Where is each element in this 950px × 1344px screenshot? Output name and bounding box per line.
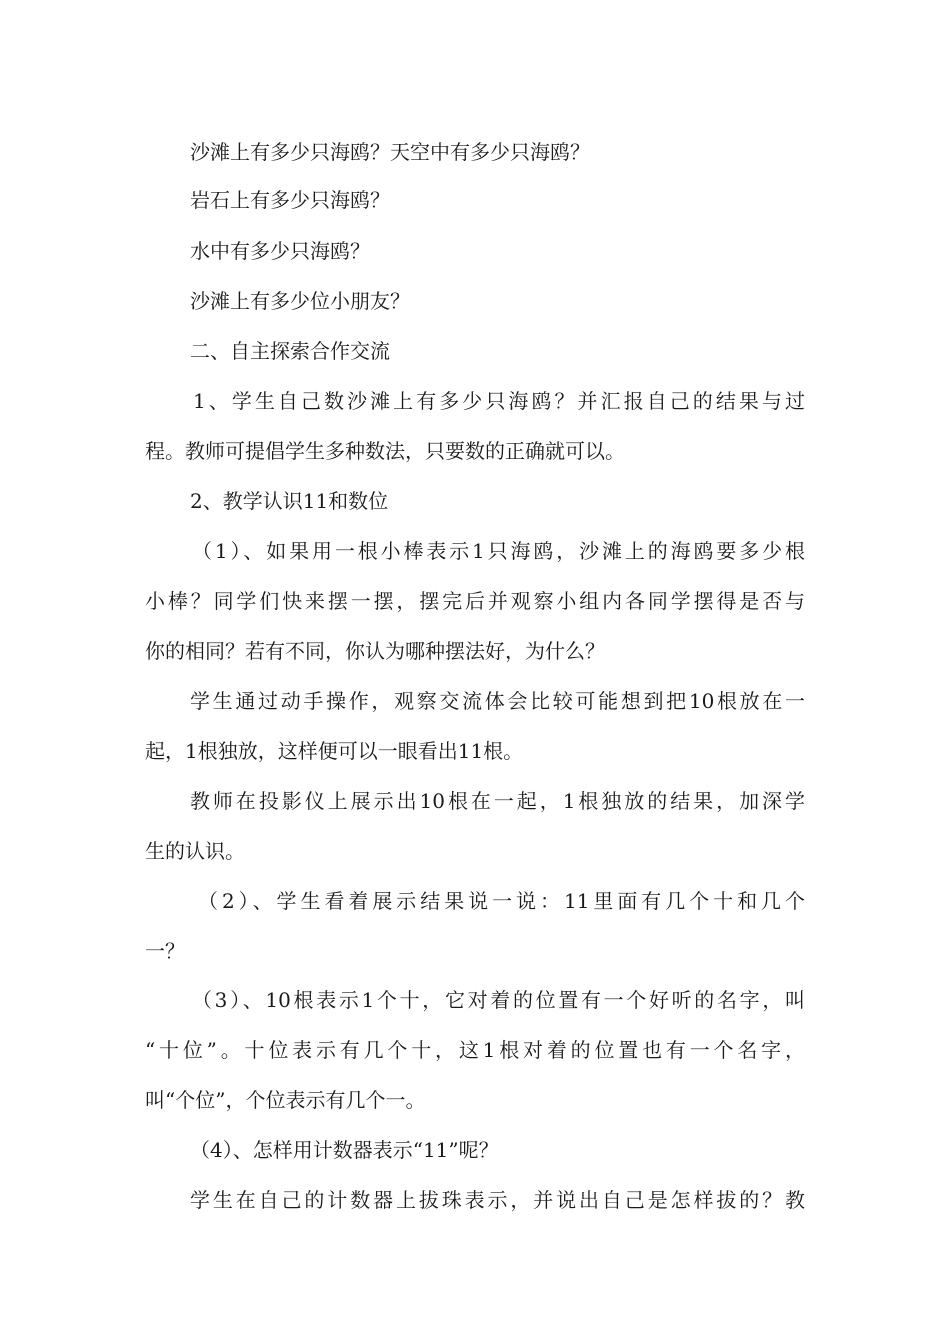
text-line: 沙滩上有多少位小朋友？	[190, 289, 410, 313]
text-line: 学生在自己的计数器上拔珠表示，并说出自己是怎样拔的？教	[190, 1188, 805, 1212]
text-line: 沙滩上有多少只海鸥？天空中有多少只海鸥？	[190, 140, 590, 164]
text-line: 水中有多少只海鸥？	[190, 239, 370, 263]
section-heading: 二、自主探索合作交流	[190, 339, 390, 363]
text-line: （1）、如果用一根小棒表示1只海鸥，沙滩上的海鸥要多少根	[192, 539, 805, 563]
text-line: “十位”。十位表示有几个十，这1根对着的位置也有一个名字，	[145, 1038, 805, 1062]
text-line: 小棒？同学们快来摆一摆，摆完后并观察小组内各同学摆得是否与	[145, 589, 805, 613]
text-line: （2）、学生看着展示结果说一说：11里面有几个十和几个	[198, 889, 805, 913]
text-line: 你的相同？若有不同，你认为哪种摆法好，为什么？	[145, 639, 605, 663]
text-line: 起，1根独放，这样便可以一眼看出11根。	[145, 739, 524, 763]
text-line: （4）、怎样用计数器表示“11”呢？	[190, 1138, 499, 1162]
text-line: 生的认识。	[145, 839, 245, 863]
subsection-heading: 2、教学认识11和数位	[190, 489, 389, 513]
text-line: 1、学生自己数沙滩上有多少只海鸥？并汇报自己的结果与过	[193, 389, 805, 413]
text-line: 一？	[145, 939, 185, 963]
text-line: （3）、10根表示1个十，它对着的位置有一个好听的名字，叫	[192, 988, 805, 1012]
text-line: 叫“个位”，个位表示有几个一。	[145, 1088, 426, 1112]
text-line: 程。教师可提倡学生多种数法，只要数的正确就可以。	[145, 439, 625, 463]
text-line: 教师在投影仪上展示出10根在一起，1根独放的结果，加深学	[190, 789, 805, 813]
text-line: 学生通过动手操作，观察交流体会比较可能想到把10根放在一	[190, 689, 805, 713]
text-line: 岩石上有多少只海鸥？	[190, 188, 390, 212]
